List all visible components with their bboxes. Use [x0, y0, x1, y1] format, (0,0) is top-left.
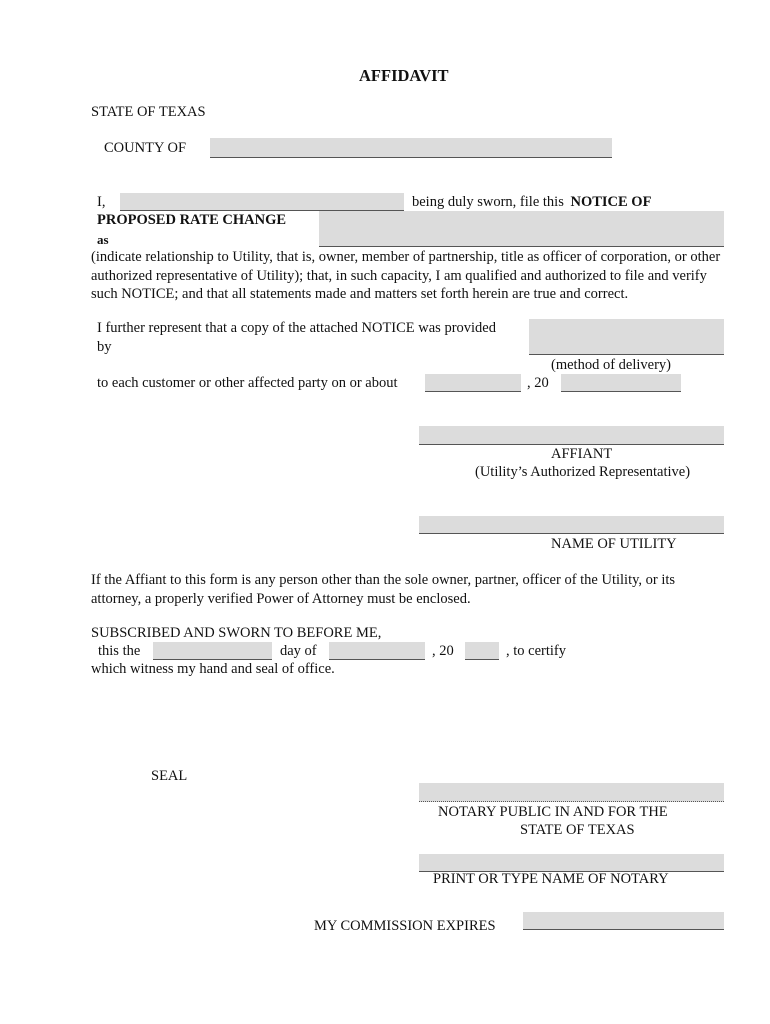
day-of-label: day of [280, 643, 317, 659]
delivery-method-caption: (method of delivery) [551, 357, 671, 373]
delivery-method-field[interactable] [529, 319, 724, 355]
sworn-year-field[interactable] [465, 642, 499, 660]
to-certify-label: , to certify [506, 643, 566, 659]
affiant-subtitle: (Utility’s Authorized Representative) [475, 464, 691, 480]
represent-line1: I further represent that a copy of the attached NOTICE was provided [97, 320, 496, 336]
proposed-rate-change-label: PROPOSED RATE CHANGE [97, 212, 287, 228]
delivery-year-prefix: , 20 [527, 375, 549, 391]
sworn-year-prefix: , 20 [432, 643, 454, 659]
utility-caption: NAME OF UTILITY [551, 536, 677, 552]
sworn-text-label: being duly sworn, file this [412, 194, 564, 210]
county-label: COUNTY OF [104, 140, 187, 156]
customer-text: to each customer or other affected party on or about [97, 375, 398, 391]
as-label: as [97, 232, 109, 247]
commission-expires-field[interactable] [523, 912, 724, 930]
notice-of-label: NOTICE OF [570, 194, 652, 210]
sworn-month-field[interactable] [329, 642, 425, 660]
notary-name-field[interactable] [419, 854, 724, 872]
county-field[interactable] [210, 138, 612, 158]
seal-label: SEAL [151, 768, 188, 784]
affiant-signature-field[interactable] [419, 426, 724, 445]
witness-text: which witness my hand and seal of office. [91, 661, 335, 677]
commission-expires-label: MY COMMISSION EXPIRES [314, 918, 496, 934]
delivery-date-field[interactable] [425, 374, 521, 392]
document-title: AFFIDAVIT [359, 66, 449, 85]
represent-line2: by [97, 339, 112, 355]
notary-line1: NOTARY PUBLIC IN AND FOR THE [438, 804, 668, 820]
relationship-field[interactable] [319, 211, 724, 247]
affiant-name-field[interactable] [120, 193, 404, 211]
sworn-day-field[interactable] [153, 642, 272, 660]
state-label: STATE OF TEXAS [91, 104, 206, 120]
notary-line2: STATE OF TEXAS [520, 822, 635, 838]
notary-print-name-caption: PRINT OR TYPE NAME OF NOTARY [433, 871, 669, 887]
subscribed-heading: SUBSCRIBED AND SWORN TO BEFORE ME, [91, 625, 382, 641]
relationship-paragraph: (indicate relationship to Utility, that is, owner, member of partnership, title as officer of corporation, or other authorized representative of Utility); that, in such capacity, I am qualified and authorized to file and verify such NOTICE; and that all statements made and matters set forth herein are true and correct. [91, 249, 721, 302]
this-the-label: this the [98, 643, 141, 659]
delivery-year-field[interactable] [561, 374, 681, 392]
sworn-text [412, 194, 651, 211]
affiant-title: AFFIANT [551, 446, 613, 462]
utility-name-field[interactable] [419, 516, 724, 534]
power-of-attorney-paragraph: If the Affiant to this form is any person other than the sole owner, partner, officer of the Utility, or its attorney, a properly verified Power of Attorney must be enclosed. [91, 572, 676, 607]
notary-signature-field[interactable] [419, 783, 724, 802]
i-label: I, [97, 194, 106, 210]
